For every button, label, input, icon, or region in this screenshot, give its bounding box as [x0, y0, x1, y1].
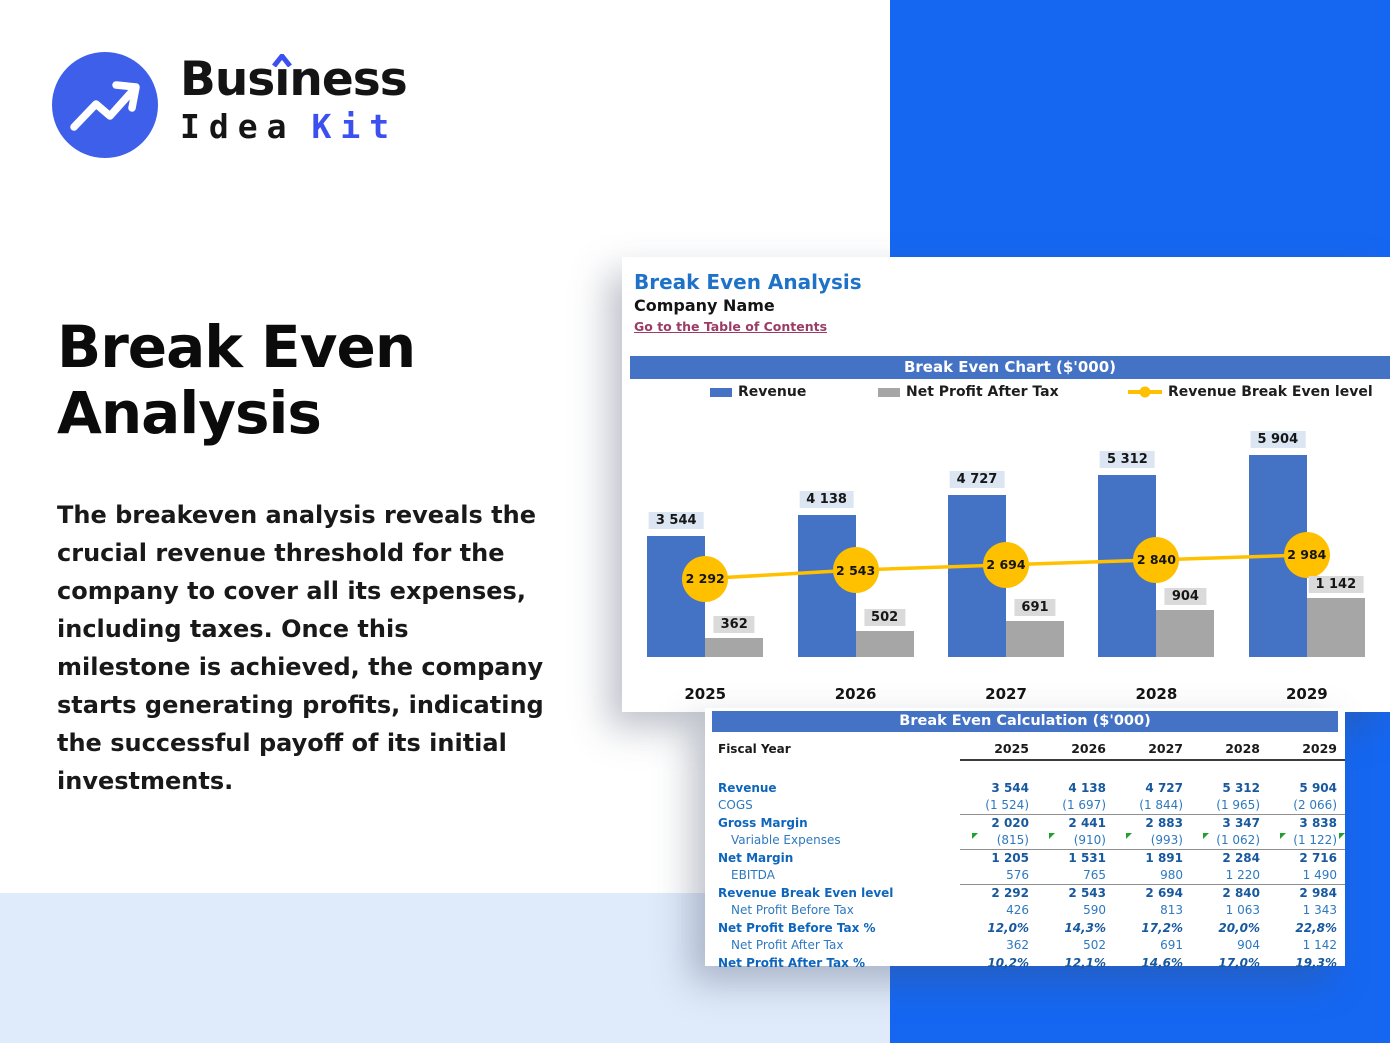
brand-subtitle-kit: Kit	[311, 107, 399, 146]
spreadsheet-table-panel	[705, 708, 1345, 970]
row-label: Net Profit After Tax	[731, 938, 844, 953]
table-row	[712, 849, 1345, 867]
revenue-bar-label: 3 544	[649, 512, 704, 529]
table-cell: (1 062)	[1191, 832, 1268, 850]
table-cell: 362	[1006, 938, 1029, 953]
legend-label-breakeven: Revenue Break Even level	[1168, 384, 1373, 400]
table-cell: 3 838	[1268, 814, 1345, 832]
breakeven-point: 2 292	[682, 556, 728, 602]
table-cell: 813	[1160, 903, 1183, 918]
table-cell: 1 142	[1302, 938, 1337, 953]
revenue-swatch-icon	[710, 388, 732, 397]
legend-label-net-profit: Net Profit After Tax	[906, 384, 1059, 400]
brand-wordmark	[180, 52, 407, 146]
caret-icon	[271, 54, 293, 67]
table-cell: 2 292	[960, 884, 1037, 902]
fiscal-year-cell: 2029	[1268, 737, 1345, 761]
calc-table-body	[712, 738, 1345, 972]
row-label: Net Profit After Tax %	[718, 955, 866, 970]
growth-arrow-icon	[52, 52, 158, 158]
table-cell: 4 727	[1145, 780, 1183, 795]
table-cell: 12,0%	[987, 920, 1029, 935]
row-label: Revenue Break Even level	[718, 885, 894, 900]
breakeven-point: 2 694	[983, 542, 1029, 588]
table-cell: 2 441	[1037, 814, 1114, 832]
table-cell: 691	[1160, 938, 1183, 953]
table-cell: 10,2%	[987, 955, 1029, 970]
logo	[52, 52, 158, 158]
table-cell: 1 531	[1037, 849, 1114, 867]
table-cell: 2 020	[960, 814, 1037, 832]
table-cell: 2 883	[1114, 814, 1191, 832]
page-title-line1: Break Even	[57, 313, 416, 381]
table-cell: 2 716	[1268, 849, 1345, 867]
brand-name-pre: Bus	[180, 52, 275, 107]
x-axis-label: 2027	[985, 685, 1027, 703]
table-cell: 3 544	[991, 780, 1029, 795]
table-cell: (1 524)	[985, 798, 1029, 813]
fiscal-year-cell: 2027	[1114, 737, 1191, 761]
net-profit-bar-label: 1 142	[1308, 576, 1363, 593]
table-cell: (1 965)	[1216, 798, 1260, 813]
table-cell: 2 543	[1037, 884, 1114, 902]
table-row	[712, 832, 1345, 850]
row-label: COGS	[718, 798, 753, 813]
comment-flag-icon	[1339, 833, 1345, 839]
table-cell: 4 138	[1068, 780, 1106, 795]
chart-plot	[630, 413, 1382, 661]
legend-item-net-profit	[878, 384, 1059, 400]
x-axis-label: 2028	[1135, 685, 1178, 703]
table-cell: 12,1%	[1064, 955, 1106, 970]
row-label: Net Margin	[718, 850, 794, 865]
legend-item-breakeven	[1128, 384, 1373, 400]
table-row	[712, 902, 1345, 920]
table-cell: 1 891	[1114, 849, 1191, 867]
table-row	[712, 919, 1345, 937]
row-label: Net Profit Before Tax %	[718, 920, 876, 935]
revenue-bar-label: 5 312	[1100, 451, 1155, 468]
fiscal-year-label: Fiscal Year	[718, 742, 791, 756]
table-cell: 980	[1160, 868, 1183, 883]
table-row	[712, 814, 1345, 832]
table-row	[712, 867, 1345, 885]
table-cell: 1 205	[960, 849, 1037, 867]
net-profit-bar-label: 691	[1014, 599, 1055, 616]
fiscal-year-row	[712, 738, 1345, 760]
row-label: Gross Margin	[718, 815, 808, 830]
table-cell: 2 984	[1268, 884, 1345, 902]
table-cell: 5 904	[1299, 780, 1337, 795]
breakeven-line-swatch-icon	[1128, 390, 1162, 394]
brand-dotless-i: ı	[274, 52, 290, 107]
table-of-contents-link[interactable]: Go to the Table of Contents	[634, 319, 828, 334]
row-label: Net Profit Before Tax	[731, 903, 854, 918]
table-cell: (2 066)	[1293, 798, 1337, 813]
table-cell: 14,3%	[1064, 920, 1106, 935]
page-title-line2: Analysis	[57, 379, 321, 447]
breakeven-point: 2 840	[1133, 537, 1179, 583]
brand-name	[180, 52, 407, 107]
net-profit-swatch-icon	[878, 388, 900, 397]
table-cell: 2 284	[1191, 849, 1268, 867]
chart-legend	[622, 384, 1390, 402]
brand-i-with-caret	[274, 52, 290, 107]
table-cell: (910)	[1037, 832, 1114, 850]
legend-item-revenue	[710, 384, 806, 400]
table-cell: 1 490	[1302, 868, 1337, 883]
table-cell: (993)	[1114, 832, 1191, 850]
table-row	[712, 954, 1345, 972]
table-cell: (1 122)	[1268, 832, 1345, 850]
row-label: Revenue	[718, 780, 777, 795]
x-axis-label: 2029	[1285, 685, 1328, 703]
table-cell: 3 347	[1191, 814, 1268, 832]
table-row	[712, 884, 1345, 902]
breakeven-point: 2 543	[833, 547, 879, 593]
table-cell: 502	[1083, 938, 1106, 953]
x-axis-labels	[630, 685, 1382, 703]
fiscal-year-cell: 2026	[1037, 737, 1114, 761]
table-header-bar: Break Even Calculation ($'000)	[712, 711, 1338, 732]
table-cell: 20,0%	[1218, 920, 1260, 935]
table-row	[712, 779, 1345, 797]
table-cell: 17,0%	[1218, 955, 1260, 970]
table-cell: 22,8%	[1295, 920, 1337, 935]
table-cell: 1 343	[1302, 903, 1337, 918]
sheet-company-name: Company Name	[634, 296, 775, 315]
table-cell: 1 063	[1225, 903, 1260, 918]
brand-name-post: ness	[289, 52, 407, 107]
table-cell: (815)	[960, 832, 1037, 850]
table-spacer	[712, 769, 1345, 779]
table-row	[712, 797, 1345, 815]
breakeven-point: 2 984	[1284, 532, 1330, 578]
x-axis-label: 2025	[684, 685, 727, 703]
table-cell: 14,6%	[1141, 955, 1183, 970]
fiscal-year-cell: 2025	[960, 737, 1037, 761]
table-row	[712, 937, 1345, 955]
revenue-bar-label: 5 904	[1250, 431, 1305, 448]
page-description: The breakeven analysis reveals the crucial revenue threshold for the company to cover all its expenses, including taxes. Once this milestone is achieved, the company starts generating profits, indicating the successful payoff of its initial investments.	[57, 501, 544, 795]
brand-subtitle	[180, 107, 407, 146]
row-label: EBITDA	[731, 868, 775, 883]
revenue-bar-label: 4 727	[950, 471, 1005, 488]
fiscal-year-cell: 2028	[1191, 737, 1268, 761]
table-cell: 2 840	[1191, 884, 1268, 902]
table-cell: 2 694	[1114, 884, 1191, 902]
table-cell: 19,3%	[1295, 955, 1337, 970]
table-cell: 426	[1006, 903, 1029, 918]
x-axis-label: 2026	[834, 685, 877, 703]
table-cell: 1 220	[1225, 868, 1260, 883]
page-title	[57, 314, 415, 446]
table-cell: 904	[1237, 938, 1260, 953]
spreadsheet-chart-panel	[622, 257, 1390, 712]
net-profit-bar-label: 362	[714, 616, 755, 633]
table-cell: 17,2%	[1141, 920, 1183, 935]
legend-label-revenue: Revenue	[738, 384, 807, 400]
sheet-title: Break Even Analysis	[634, 270, 862, 294]
brand-subtitle-idea: Idea	[180, 107, 296, 146]
net-profit-bar-label: 502	[864, 609, 905, 626]
table-cell: 765	[1083, 868, 1106, 883]
revenue-bar-label: 4 138	[799, 491, 854, 508]
chart-header-bar: Break Even Chart ($'000)	[630, 356, 1390, 379]
table-cell: 5 312	[1222, 780, 1260, 795]
table-cell: (1 697)	[1062, 798, 1106, 813]
net-profit-bar-label: 904	[1165, 588, 1206, 605]
table-cell: (1 844)	[1139, 798, 1183, 813]
table-cell: 576	[1006, 868, 1029, 883]
row-label: Variable Expenses	[731, 833, 841, 848]
table-cell: 590	[1083, 903, 1106, 918]
